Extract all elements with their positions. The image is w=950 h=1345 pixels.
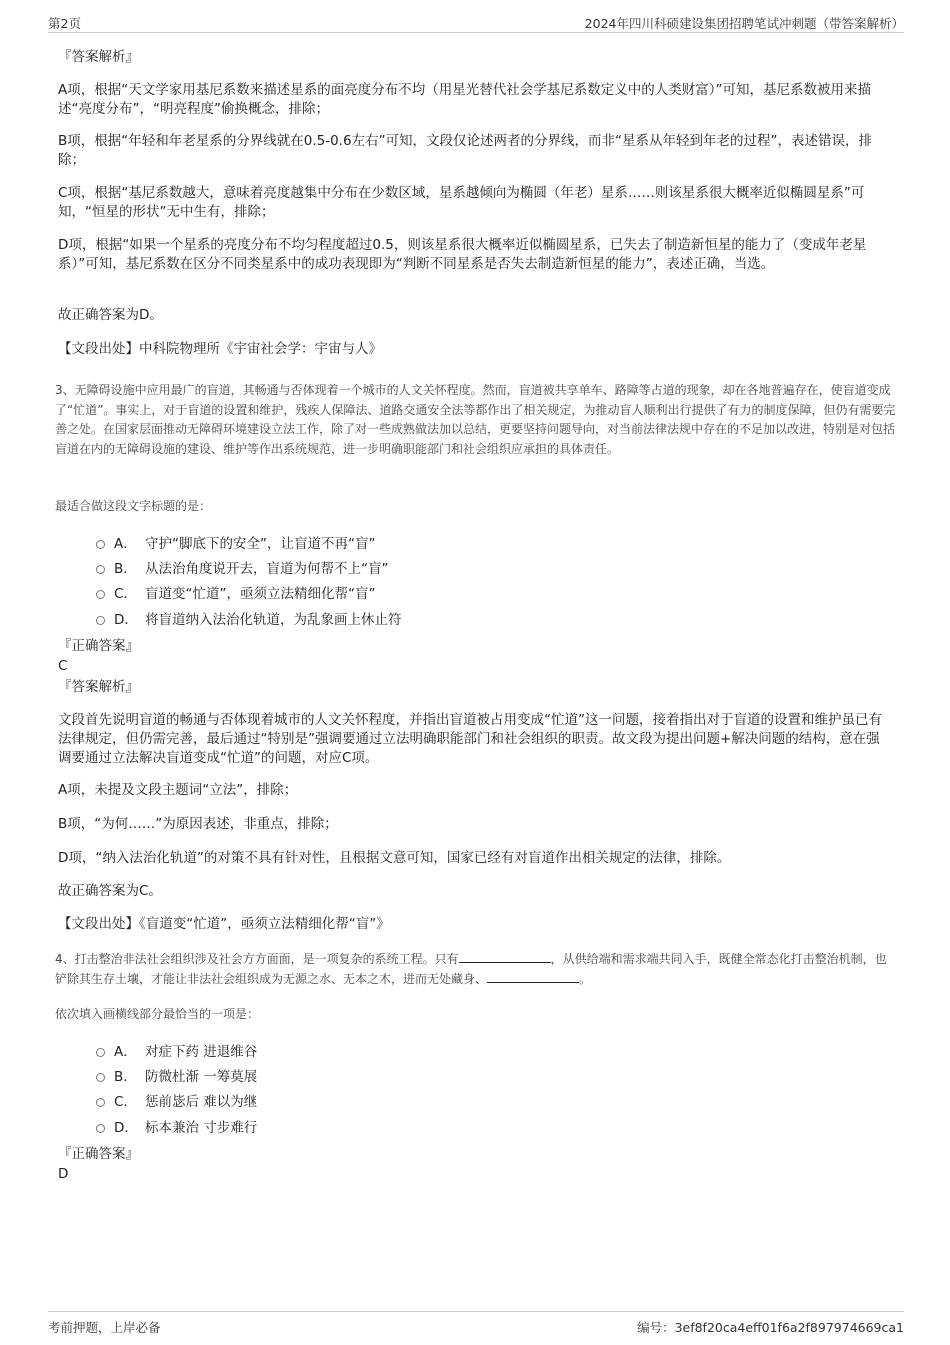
radio-icon[interactable] xyxy=(96,1124,105,1133)
radio-icon[interactable] xyxy=(96,540,105,549)
option-text: 从法治角度说开去，盲道为何帮不上“盲” xyxy=(145,561,389,577)
option-text: 标本兼治 寸步难行 xyxy=(145,1120,258,1136)
correct-answer: C xyxy=(58,658,68,674)
document-code: 编号：3ef8f20ca4eff01f6a2f897974669ca1 xyxy=(637,1320,904,1335)
source-citation: 【文段出处】中科院物理所《宇宙社会学：宇宙与人》 xyxy=(58,341,382,357)
analysis-label: 『答案解析』 xyxy=(58,679,139,695)
option-b[interactable] xyxy=(96,1065,257,1085)
analysis-option-d: D项，根据“如果一个星系的亮度分布不均匀程度超过0.5，则该星系很大概率近似椭圆星系，已失去了制造新恒星的能力了（变成年老星系）”可知，基尼系数在区分不同类星系中的成功表现即为“判断不同星系是否失去制造新恒星的能力”，表述正确，当选。 xyxy=(58,237,867,272)
question-prompt: 依次填入画横线部分最恰当的一项是： xyxy=(55,1007,260,1021)
option-key: D． xyxy=(114,1120,138,1136)
conclusion: 故正确答案为C。 xyxy=(58,883,162,899)
analysis-option-b: B项，“为何……”为原因表述，非重点，排除； xyxy=(58,816,338,832)
fill-blank xyxy=(459,950,551,963)
option-text: 惩前毖后 难以为继 xyxy=(145,1094,258,1110)
option-key: B． xyxy=(114,1069,137,1085)
radio-icon[interactable] xyxy=(96,1073,105,1082)
option-c[interactable] xyxy=(96,1090,257,1110)
radio-icon[interactable] xyxy=(96,616,105,625)
analysis-label: 『答案解析』 xyxy=(58,49,139,65)
analysis-main: 文段首先说明盲道的畅通与否体现着城市的人文关怀程度，并指出盲道被占用变成“忙道”这一问题，接着指出对于盲道的设置和维护虽已有法律规定，但仍需完善，最后通过“特别是”强调要通过立法明确职能部门和社会组织的职责。故文段为提出问题+解决问题的结构，意在强调要通过立法解决盲道变成“忙道”的问题，对应C项。 xyxy=(58,712,882,766)
option-d[interactable] xyxy=(96,608,402,628)
analysis-option-a: A项，根据“天文学家用基尼系数来描述星系的面亮度分布不均（用星光替代社会学基尼系数定义中的人类财富）”可知，基尼系数被用来描述“亮度分布”，“明亮程度”偷换概念，排除； xyxy=(58,82,871,117)
page-header xyxy=(48,12,904,33)
document-title: 2024年四川科硕建设集团招聘笔试冲刺题（带答案解析） xyxy=(584,16,904,31)
radio-icon[interactable] xyxy=(96,590,105,599)
correct-answer-label: 『正确答案』 xyxy=(58,1146,139,1162)
correct-answer: D xyxy=(58,1166,69,1182)
option-key: A． xyxy=(114,536,137,552)
option-c[interactable] xyxy=(96,582,375,602)
option-b[interactable] xyxy=(96,557,389,577)
option-d[interactable] xyxy=(96,1116,257,1136)
radio-icon[interactable] xyxy=(96,1048,105,1057)
option-text: 对症下药 进退维谷 xyxy=(145,1044,258,1060)
analysis-option-a: A项，未提及文段主题词“立法”，排除； xyxy=(58,782,298,798)
radio-icon[interactable] xyxy=(96,1098,105,1107)
question-stem: 3、无障碍设施中应用最广的盲道，其畅通与否体现着一个城市的人文关怀程度。然而，盲道被共享单车、路障等占道的现象，却在各地普遍存在，使盲道变成了“忙道”。事实上，对于盲道的设置和维护，残疾人保障法、道路交通安全法等都作出了相关规定，为推动盲人顺利出行提供了有力的制度保障，但仍有需要完善之处。在国家层面推动无障碍环境建设立法工作，除了对一些成熟做法加以总结，更要坚持问题导向，对当前法律法规中存在的不足加以改进，特别是对包括盲道在内的无障碍设施的建设、维护等作出系统规范，进一步明确职能部门和社会组织应承担的具体责任。 xyxy=(55,383,896,456)
conclusion: 故正确答案为D。 xyxy=(58,307,163,323)
stem-text: ，从供给端和需求端共同入手，既健全常态化打击整治机制，也铲除其生存土壤，才能让非法社会组织成为无源之水、无本之木，进而无处藏身、 xyxy=(55,952,887,986)
question-stem xyxy=(55,950,897,989)
analysis-option-d: D项，“纳入法治化轨道”的对策不具有针对性，且根据文意可知，国家已经有对盲道作出相关规定的法律，排除。 xyxy=(58,850,731,866)
option-key: A． xyxy=(114,1044,137,1060)
radio-icon[interactable] xyxy=(96,565,105,574)
option-text: 盲道变“忙道”，亟须立法精细化帮“盲” xyxy=(145,586,376,602)
analysis-option-b: B项，根据“年轻和年老星系的分界线就在0.5-0.6左右”可知，文段仅论述两者的分界线，而非“星系从年轻到年老的过程”，表述错误，排除； xyxy=(58,133,873,168)
page-number: 第2页 xyxy=(48,16,81,31)
option-a[interactable] xyxy=(96,1040,257,1060)
stem-text: 4、打击整治非法社会组织涉及社会方方面面，是一项复杂的系统工程。只有 xyxy=(55,952,459,966)
option-text: 守护“脚底下的安全”，让盲道不再“盲” xyxy=(145,536,376,552)
correct-answer-label: 『正确答案』 xyxy=(58,638,139,654)
option-key: B． xyxy=(114,561,137,577)
question-prompt: 最适合做这段文字标题的是： xyxy=(55,499,212,513)
source-citation: 【文段出处】《盲道变“忙道”，亟须立法精细化帮“盲”》 xyxy=(58,916,390,932)
analysis-option-c: C项，根据“基尼系数越大，意味着亮度越集中分布在少数区域，星系越倾向为椭圆（年老）星系……则该星系很大概率近似椭圆星系”可知，“恒星的形状”无中生有，排除； xyxy=(58,185,865,220)
stem-text: 。 xyxy=(579,971,592,986)
option-a[interactable] xyxy=(96,532,375,552)
footer-slogan: 考前押题，上岸必备 xyxy=(48,1320,161,1335)
option-text: 防微杜渐 一筹莫展 xyxy=(145,1069,258,1085)
option-key: D． xyxy=(114,612,138,628)
option-key: C． xyxy=(114,1094,137,1110)
option-key: C． xyxy=(114,586,137,602)
fill-blank xyxy=(487,970,579,983)
page-footer xyxy=(48,1311,904,1336)
option-text: 将盲道纳入法治化轨道，为乱象画上休止符 xyxy=(145,612,402,628)
